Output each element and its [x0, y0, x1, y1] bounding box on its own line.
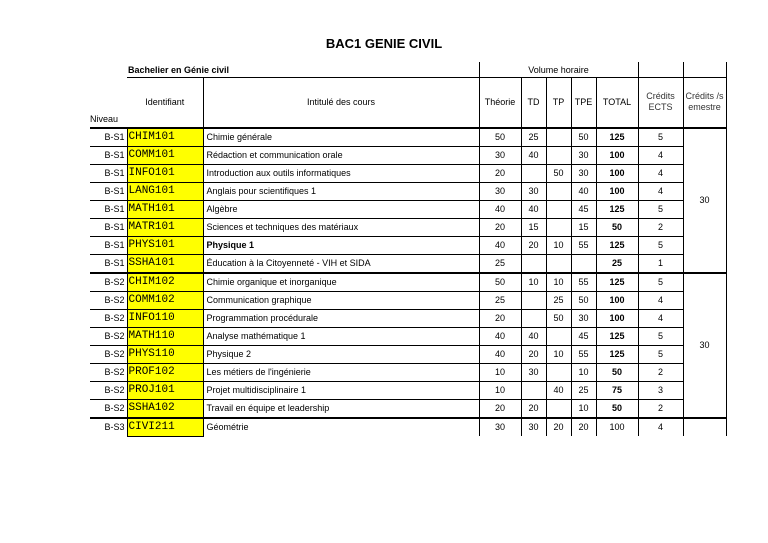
table-row — [90, 146, 726, 164]
tp-cell: 25 — [546, 291, 571, 309]
tpe-cell: 55 — [571, 236, 596, 254]
table-row — [90, 381, 726, 399]
cut-tpe-cell: 20 — [571, 418, 596, 437]
theorie-header: Théorie — [479, 78, 521, 128]
td-cell: 15 — [521, 218, 546, 236]
tp-cell — [546, 327, 571, 345]
credits-semestre-cell: 30 — [683, 128, 726, 273]
niveau-cell: B-S1 — [90, 218, 127, 236]
total-header: TOTAL — [596, 78, 638, 128]
ects-cell: 5 — [638, 273, 683, 292]
niveau-cell: B-S1 — [90, 236, 127, 254]
tp-cell: 10 — [546, 345, 571, 363]
td-cell: 40 — [521, 327, 546, 345]
table-row — [90, 327, 726, 345]
course-code-cell: COMM101 — [127, 146, 203, 164]
niveau-cell: B-S1 — [90, 146, 127, 164]
ects-cell: 1 — [638, 254, 683, 273]
tpe-cell: 45 — [571, 327, 596, 345]
ects-cell: 5 — [638, 327, 683, 345]
course-code-cell: COMM102 — [127, 291, 203, 309]
ects-cell: 2 — [638, 218, 683, 236]
tpe-cell: 15 — [571, 218, 596, 236]
course-title-cell: Introduction aux outils informatiques — [203, 164, 479, 182]
course-title-cell: Éducation à la Citoyenneté - VIH et SIDA — [203, 254, 479, 273]
ects-cell: 3 — [638, 381, 683, 399]
td-header: TD — [521, 78, 546, 128]
td-cell: 20 — [521, 236, 546, 254]
course-title-cell: Anglais pour scientifiques 1 — [203, 182, 479, 200]
cut-cours-cell: Géométrie — [203, 418, 479, 437]
tpe-cell: 10 — [571, 363, 596, 381]
table-row — [90, 399, 726, 418]
td-cell: 20 — [521, 399, 546, 418]
theorie-cell: 10 — [479, 381, 521, 399]
total-cell: 100 — [596, 164, 638, 182]
td-cell: 30 — [521, 182, 546, 200]
course-title-cell: Les métiers de l'ingénierie — [203, 363, 479, 381]
cut-ects-cell: 4 — [638, 418, 683, 437]
td-cell: 40 — [521, 146, 546, 164]
ects-cell: 4 — [638, 164, 683, 182]
course-code-cell: MATH101 — [127, 200, 203, 218]
intitule-header: Intitulé des cours — [203, 78, 479, 128]
td-cell — [521, 309, 546, 327]
tpe-cell: 55 — [571, 345, 596, 363]
theorie-cell: 10 — [479, 363, 521, 381]
tp-cell — [546, 182, 571, 200]
cut-theorie-cell: 30 — [479, 418, 521, 437]
tpe-cell: 30 — [571, 146, 596, 164]
niveau-cell: B-S2 — [90, 327, 127, 345]
tp-cell: 10 — [546, 273, 571, 292]
total-cell: 25 — [596, 254, 638, 273]
course-title-cell: Chimie générale — [203, 128, 479, 147]
total-cell: 125 — [596, 128, 638, 147]
niveau-cell: B-S2 — [90, 309, 127, 327]
niveau-cell: B-S2 — [90, 291, 127, 309]
theorie-cell: 40 — [479, 327, 521, 345]
ects-cell: 5 — [638, 236, 683, 254]
theorie-cell: 20 — [479, 218, 521, 236]
niveau-cell: B-S1 — [90, 128, 127, 147]
ects-cell: 4 — [638, 182, 683, 200]
tp-cell: 50 — [546, 309, 571, 327]
tp-header: TP — [546, 78, 571, 128]
total-cell: 125 — [596, 327, 638, 345]
course-code-cell: SSHA102 — [127, 399, 203, 418]
tpe-cell: 10 — [571, 399, 596, 418]
total-cell: 50 — [596, 218, 638, 236]
total-cell: 100 — [596, 309, 638, 327]
theorie-cell: 20 — [479, 309, 521, 327]
course-title-cell: Analyse mathématique 1 — [203, 327, 479, 345]
course-code-cell: SSHA101 — [127, 254, 203, 273]
td-cell — [521, 254, 546, 273]
theorie-cell: 30 — [479, 146, 521, 164]
course-title-cell: Rédaction et communication orale — [203, 146, 479, 164]
total-cell: 125 — [596, 200, 638, 218]
table-row — [90, 291, 726, 309]
course-title-cell: Communication graphique — [203, 291, 479, 309]
tp-cell — [546, 146, 571, 164]
ects-cell: 2 — [638, 363, 683, 381]
cut-niveau-cell: B-S3 — [90, 418, 127, 437]
tpe-cell — [571, 254, 596, 273]
ects-cell: 5 — [638, 200, 683, 218]
tp-cell: 10 — [546, 236, 571, 254]
td-cell — [521, 381, 546, 399]
total-cell: 75 — [596, 381, 638, 399]
tpe-cell: 50 — [571, 291, 596, 309]
table-row — [90, 164, 726, 182]
niveau-cell: B-S1 — [90, 164, 127, 182]
td-cell: 20 — [521, 345, 546, 363]
course-table-wrapper — [90, 62, 750, 433]
tpe-header: TPE — [571, 78, 596, 128]
theorie-cell: 40 — [479, 345, 521, 363]
course-title-cell: Projet multidisciplinaire 1 — [203, 381, 479, 399]
niveau-cell: B-S1 — [90, 200, 127, 218]
course-code-cell: CHIM102 — [127, 273, 203, 292]
td-cell — [521, 291, 546, 309]
total-cell: 125 — [596, 236, 638, 254]
tp-cell — [546, 399, 571, 418]
credits-semestre-header: Crédits /semestre — [683, 78, 726, 128]
table-row — [90, 236, 726, 254]
niveau-cell: B-S2 — [90, 363, 127, 381]
tp-cell — [546, 218, 571, 236]
total-cell: 125 — [596, 273, 638, 292]
ects-cell: 4 — [638, 309, 683, 327]
tp-cell: 40 — [546, 381, 571, 399]
td-cell: 10 — [521, 273, 546, 292]
ects-cell: 5 — [638, 128, 683, 147]
table-row — [90, 182, 726, 200]
course-code-cell: PROF102 — [127, 363, 203, 381]
course-table — [90, 62, 727, 437]
theorie-cell: 25 — [479, 291, 521, 309]
program-header: Bachelier en Génie civil — [128, 64, 230, 75]
course-code-cell: PHYS101 — [127, 236, 203, 254]
table-row — [90, 345, 726, 363]
cut-tp-cell: 20 — [546, 418, 571, 437]
cut-code-cell: CIVI211 — [127, 418, 203, 437]
niveau-cell: B-S2 — [90, 399, 127, 418]
credits-ects-header: Crédits ECTS — [638, 78, 683, 128]
tpe-cell: 45 — [571, 200, 596, 218]
niveau-cell: B-S1 — [90, 182, 127, 200]
niveau-cell: B-S2 — [90, 273, 127, 292]
volume-header: Volume horaire — [479, 62, 638, 78]
course-code-cell: MATH110 — [127, 327, 203, 345]
table-row — [90, 128, 726, 147]
total-cell: 100 — [596, 291, 638, 309]
identifiant-header: Identifiant — [127, 78, 203, 128]
course-title-cell: Programmation procédurale — [203, 309, 479, 327]
course-title-cell: Physique 2 — [203, 345, 479, 363]
table-row — [90, 218, 726, 236]
theorie-cell: 40 — [479, 236, 521, 254]
total-cell: 50 — [596, 399, 638, 418]
niveau-cell: B-S2 — [90, 345, 127, 363]
tpe-cell: 50 — [571, 128, 596, 147]
tp-cell — [546, 200, 571, 218]
total-cell: 125 — [596, 345, 638, 363]
tp-cell — [546, 254, 571, 273]
table-row — [90, 254, 726, 273]
cut-td-cell: 30 — [521, 418, 546, 437]
course-code-cell: CHIM101 — [127, 128, 203, 147]
table-row — [90, 200, 726, 218]
td-cell: 40 — [521, 200, 546, 218]
total-cell: 50 — [596, 363, 638, 381]
ects-cell: 2 — [638, 399, 683, 418]
tp-cell: 50 — [546, 164, 571, 182]
course-code-cell: PHYS110 — [127, 345, 203, 363]
course-title-cell: Travail en équipe et leadership — [203, 399, 479, 418]
total-cell: 100 — [596, 182, 638, 200]
theorie-cell: 20 — [479, 164, 521, 182]
ects-cell: 4 — [638, 291, 683, 309]
tpe-cell: 40 — [571, 182, 596, 200]
cut-total-cell: 100 — [596, 418, 638, 437]
table-row — [90, 309, 726, 327]
theorie-cell: 50 — [479, 273, 521, 292]
ects-cell: 4 — [638, 146, 683, 164]
theorie-cell: 20 — [479, 399, 521, 418]
niveau-header: Niveau — [90, 113, 119, 124]
niveau-cell: B-S2 — [90, 381, 127, 399]
tpe-cell: 55 — [571, 273, 596, 292]
course-title-cell: Algèbre — [203, 200, 479, 218]
table-row — [90, 273, 726, 292]
page-title: BAC1 GENIE CIVIL — [325, 36, 443, 51]
theorie-cell: 30 — [479, 182, 521, 200]
tp-cell — [546, 363, 571, 381]
credits-semestre-cell: 30 — [683, 273, 726, 418]
theorie-cell: 40 — [479, 200, 521, 218]
course-code-cell: INFO101 — [127, 164, 203, 182]
table-row-cut — [90, 418, 726, 437]
tp-cell — [546, 128, 571, 147]
course-code-cell: PROJ101 — [127, 381, 203, 399]
course-title-cell: Physique 1 — [203, 236, 479, 254]
td-cell — [521, 164, 546, 182]
ects-cell: 5 — [638, 345, 683, 363]
course-code-cell: LANG101 — [127, 182, 203, 200]
td-cell: 25 — [521, 128, 546, 147]
niveau-cell: B-S1 — [90, 254, 127, 273]
td-cell: 30 — [521, 363, 546, 381]
tpe-cell: 30 — [571, 164, 596, 182]
theorie-cell: 25 — [479, 254, 521, 273]
course-code-cell: MATR101 — [127, 218, 203, 236]
total-cell: 100 — [596, 146, 638, 164]
table-row — [90, 363, 726, 381]
theorie-cell: 50 — [479, 128, 521, 147]
tpe-cell: 25 — [571, 381, 596, 399]
tpe-cell: 30 — [571, 309, 596, 327]
course-title-cell: Chimie organique et inorganique — [203, 273, 479, 292]
course-code-cell: INFO110 — [127, 309, 203, 327]
course-title-cell: Sciences et techniques des matériaux — [203, 218, 479, 236]
